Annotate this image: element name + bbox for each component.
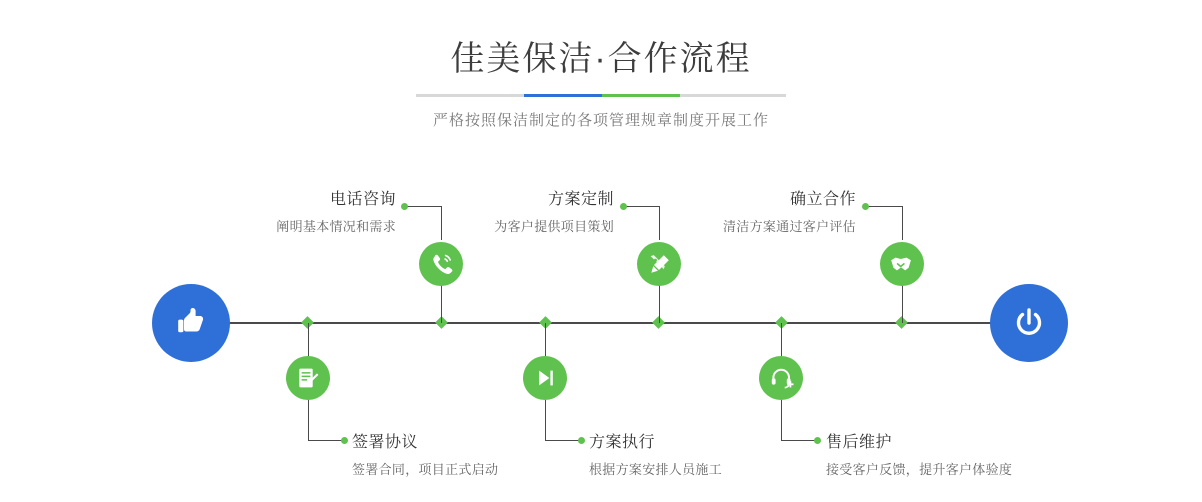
start-endpoint (152, 284, 230, 362)
connector-step-2-riser (308, 400, 309, 440)
header (0, 36, 1202, 130)
step-desc-5: 清洁方案通过客户评估 (722, 219, 856, 234)
connector-step-5-arm (866, 206, 903, 207)
phone-ring-icon (419, 242, 463, 286)
step-label-6 (826, 429, 1106, 478)
thumbs-up-icon (171, 303, 211, 343)
page-subtitle: 严格按照保洁制定的各项管理规章制度开展工作 (432, 112, 769, 129)
connector-step-2-arm (308, 440, 344, 441)
step-desc-4: 根据方案安排人员施工 (589, 462, 723, 477)
handshake-icon (880, 242, 924, 286)
divider-blue-segment (524, 94, 602, 97)
connector-step-1-tip (401, 203, 408, 210)
connector-step-3-tip (620, 203, 627, 210)
step-desc-2: 签署合同，项目正式启动 (352, 462, 499, 477)
step-title-2: 签署协议 (352, 434, 419, 451)
connector-step-6-tip (814, 437, 821, 444)
page-title: 佳美保洁·合作流程 (450, 40, 752, 78)
connector-step-6-stem (781, 323, 782, 356)
step-title-3: 方案定制 (547, 191, 614, 208)
step-title-6: 售后维护 (826, 434, 893, 451)
connector-step-4-arm (545, 440, 581, 441)
step-desc-6: 接受客户反馈，提升客户体验度 (826, 462, 1013, 477)
connector-step-5-tip (862, 203, 869, 210)
connector-step-6-riser (781, 400, 782, 440)
pen-ruler-icon (637, 242, 681, 286)
connector-step-1-riser (441, 206, 442, 240)
connector-step-4-stem (545, 323, 546, 356)
connector-step-4-riser (545, 400, 546, 440)
step-label-4 (589, 429, 839, 478)
step-title-5: 确立合作 (789, 191, 856, 208)
step-label-3 (462, 186, 614, 235)
power-icon (1009, 303, 1049, 343)
step-label-1 (244, 186, 396, 235)
connector-step-2-tip (341, 437, 348, 444)
connector-step-1-arm (405, 206, 442, 207)
step-title-1: 电话咨询 (329, 191, 396, 208)
connector-step-4-tip (578, 437, 585, 444)
step-label-2 (352, 429, 602, 478)
step-desc-3: 为客户提供项目策划 (494, 219, 614, 234)
connector-step-5-riser (902, 206, 903, 240)
step-title-4: 方案执行 (589, 434, 656, 451)
connector-step-3-arm (624, 206, 660, 207)
connector-step-2-stem (308, 323, 309, 356)
document-edit-icon (286, 356, 330, 400)
divider-green-segment (602, 94, 680, 97)
step-label-5 (704, 186, 856, 235)
title-divider (416, 94, 786, 97)
play-forward-icon (523, 356, 567, 400)
end-endpoint (990, 284, 1068, 362)
connector-step-6-arm (781, 440, 817, 441)
headset-add-icon (759, 356, 803, 400)
step-desc-1: 阐明基本情况和需求 (276, 219, 396, 234)
connector-step-3-riser (659, 206, 660, 240)
